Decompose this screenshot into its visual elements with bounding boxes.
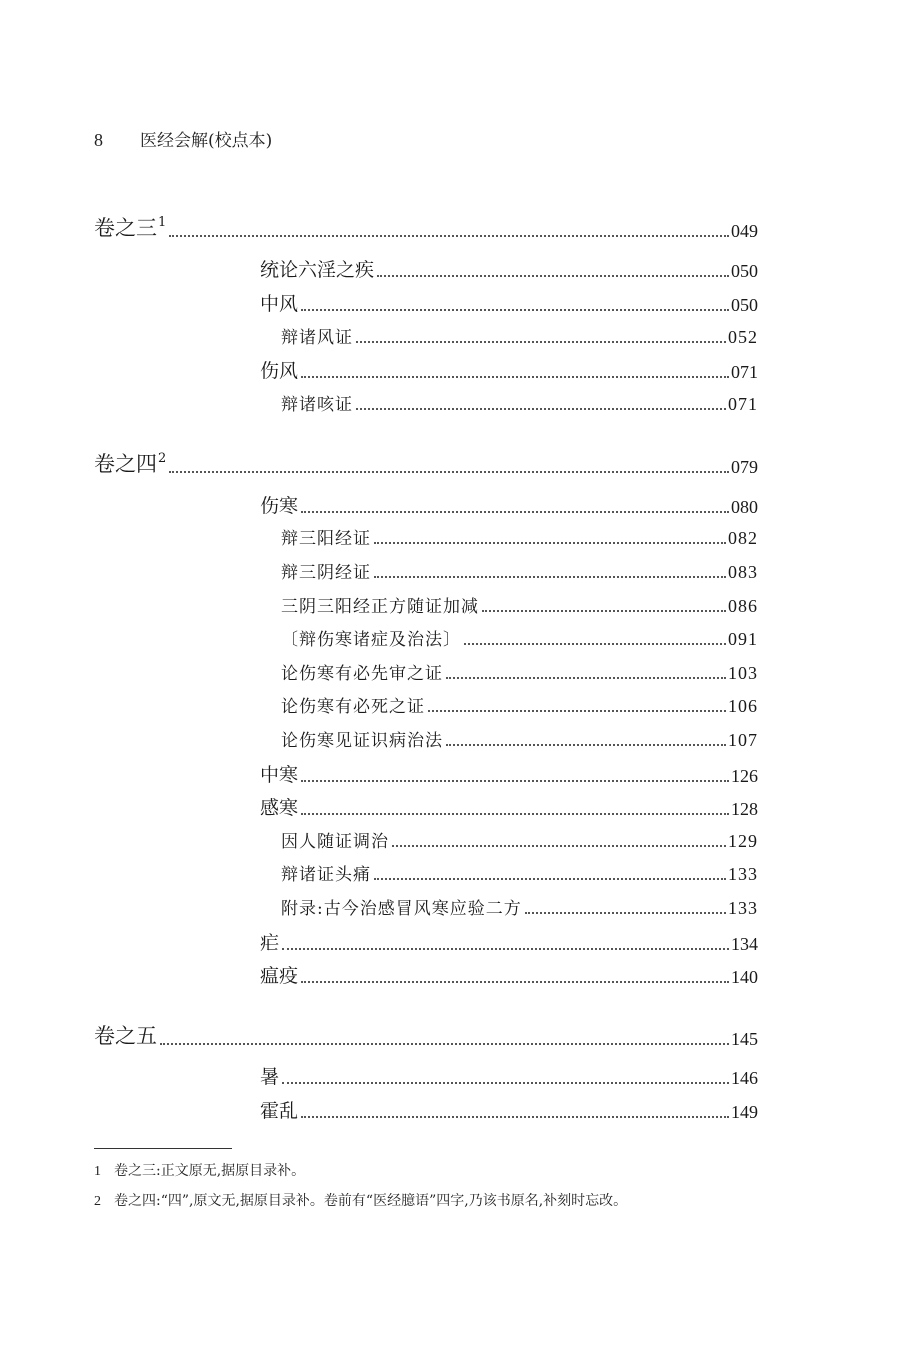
toc-entry-page: 083: [728, 562, 758, 582]
dot-leader: [356, 408, 726, 410]
toc-entry[interactable]: [260, 356, 758, 383]
footnote-marker: 2: [158, 451, 167, 466]
toc-entry-page: 128: [731, 799, 758, 819]
toc-entry[interactable]: [281, 860, 758, 885]
toc-entry-page: 082: [728, 528, 758, 548]
toc-entry-title: 感寒: [260, 797, 299, 819]
toc-entry-title: 论伤寒有必先审之证: [281, 664, 443, 684]
toc-entry[interactable]: [260, 1062, 758, 1089]
toc-entry-page: 052: [728, 327, 758, 347]
toc-entry-title: 辩三阳经证: [281, 529, 371, 549]
toc-entry[interactable]: [260, 760, 758, 787]
toc-entry-title: 疟: [260, 932, 280, 954]
toc-entry-page: 133: [728, 864, 758, 884]
toc-entry-page: 133: [728, 898, 758, 918]
toc-entry[interactable]: [94, 212, 758, 242]
toc-entry-page: 129: [728, 831, 758, 851]
toc-entry[interactable]: [281, 659, 758, 684]
toc-entry-title: 统论六淫之疾: [260, 259, 375, 281]
toc-entry[interactable]: [281, 726, 758, 751]
footnote-2: [94, 1190, 627, 1210]
dot-leader: [301, 981, 729, 983]
toc-entry[interactable]: [260, 1096, 758, 1123]
toc-entry-page: 134: [731, 934, 758, 954]
toc-entry-page: 145: [731, 1029, 758, 1049]
footnote-number: 1: [94, 1164, 101, 1179]
footnote-text: 卷之三:正文原无,据原目录补。: [114, 1163, 306, 1179]
toc-entry-page: 049: [731, 221, 758, 241]
toc-entry-page: 091: [728, 629, 758, 649]
dot-leader: [374, 576, 726, 578]
toc-entry-page: 106: [728, 696, 758, 716]
footnote-separator: [94, 1148, 232, 1149]
toc-entry[interactable]: [281, 592, 758, 617]
footnote-number: 2: [94, 1194, 101, 1209]
running-header: [94, 126, 272, 151]
toc-entry-title: 卷之三$^1$: [94, 215, 167, 240]
dot-leader: [428, 710, 726, 712]
toc-entry[interactable]: [281, 558, 758, 583]
dot-leader: [525, 912, 726, 914]
toc-entry-title: 卷之四$^2$: [94, 451, 167, 476]
toc-entry[interactable]: [260, 793, 758, 820]
toc-entry[interactable]: [281, 390, 758, 415]
toc-entry-title: 中寒: [260, 764, 299, 786]
dot-leader: [482, 610, 726, 612]
toc-entry-title: 〔辩伤寒诸症及治法〕: [281, 630, 461, 650]
toc-entry[interactable]: [281, 894, 758, 919]
dot-leader: [301, 813, 729, 815]
dot-leader: [160, 1043, 729, 1045]
dot-leader: [301, 309, 729, 311]
dot-leader: [464, 643, 726, 645]
toc-entry-title: 霍乱: [260, 1100, 299, 1122]
dot-leader: [301, 1116, 729, 1118]
toc-entry[interactable]: [260, 255, 758, 282]
toc-entry-title: 暑: [260, 1066, 280, 1088]
dot-leader: [374, 878, 726, 880]
toc-entry-page: 050: [731, 295, 758, 315]
dot-leader: [169, 471, 729, 473]
dot-leader: [392, 845, 726, 847]
dot-leader: [169, 235, 729, 237]
toc-entry-title: 辩诸咳证: [281, 395, 353, 415]
toc-entry-page: 107: [728, 730, 758, 750]
toc-entry[interactable]: [260, 491, 758, 518]
toc-entry-title: 论伤寒有必死之证: [281, 697, 425, 717]
toc-entry-title: 附录:古今治感冒风寒应验二方: [281, 899, 522, 919]
toc-entry[interactable]: [281, 827, 758, 852]
dot-leader: [301, 376, 729, 378]
toc-entry-title: 因人随证调治: [281, 832, 389, 852]
toc-entry-title: 卷之五: [94, 1024, 157, 1048]
dot-leader: [446, 744, 726, 746]
toc-entry[interactable]: [281, 524, 758, 549]
dot-leader: [282, 1082, 729, 1084]
dot-leader: [301, 511, 729, 513]
toc-entry-page: 071: [728, 394, 758, 414]
toc-entry-title: 伤风: [260, 360, 299, 382]
footnote-1: [94, 1160, 305, 1180]
toc-entry-title: 辩三阴经证: [281, 563, 371, 583]
toc-entry-page: 149: [731, 1102, 758, 1122]
toc-entry-page: 126: [731, 766, 758, 786]
toc-entry-title: 瘟疫: [260, 965, 299, 987]
footnote-text: 卷之四:“四”,原文无,据原目录补。卷前有“医经臆语”四字,乃该书原名,补刻时忘改。: [114, 1193, 628, 1209]
toc-entry-title: 论伤寒见证识病治法: [281, 731, 443, 751]
page-number: 8: [94, 130, 103, 150]
toc-entry-page: 050: [731, 261, 758, 281]
toc-entry-title: 伤寒: [260, 495, 299, 517]
book-title: 医经会解(校点本): [140, 131, 273, 151]
footnote-marker: 1: [158, 215, 167, 230]
toc-entry-page: 079: [731, 457, 758, 477]
dot-leader: [356, 341, 726, 343]
toc-entry-page: 146: [731, 1068, 758, 1088]
toc-entry[interactable]: [260, 928, 758, 955]
toc-entry-title: 辩诸风证: [281, 328, 353, 348]
toc-entry[interactable]: [260, 289, 758, 316]
toc-entry[interactable]: [94, 448, 758, 478]
toc-entry[interactable]: [281, 323, 758, 348]
dot-leader: [446, 677, 726, 679]
dot-leader: [282, 948, 729, 950]
dot-leader: [377, 275, 729, 277]
toc-entry-page: 080: [731, 497, 758, 517]
toc-entry-page: 103: [728, 663, 758, 683]
dot-leader: [301, 780, 729, 782]
toc-entry-page: 086: [728, 596, 758, 616]
toc-entry[interactable]: [281, 625, 758, 650]
toc-entry[interactable]: [281, 692, 758, 717]
toc-entry-title: 三阴三阳经正方随证加减: [281, 597, 479, 617]
toc-entry-title: 辩诸证头痛: [281, 865, 371, 885]
toc-entry-page: 140: [731, 967, 758, 987]
toc-entry[interactable]: [260, 961, 758, 988]
toc-entry[interactable]: [94, 1020, 758, 1050]
dot-leader: [374, 542, 726, 544]
toc-entry-page: 071: [731, 362, 758, 382]
toc-entry-title: 中风: [260, 293, 299, 315]
